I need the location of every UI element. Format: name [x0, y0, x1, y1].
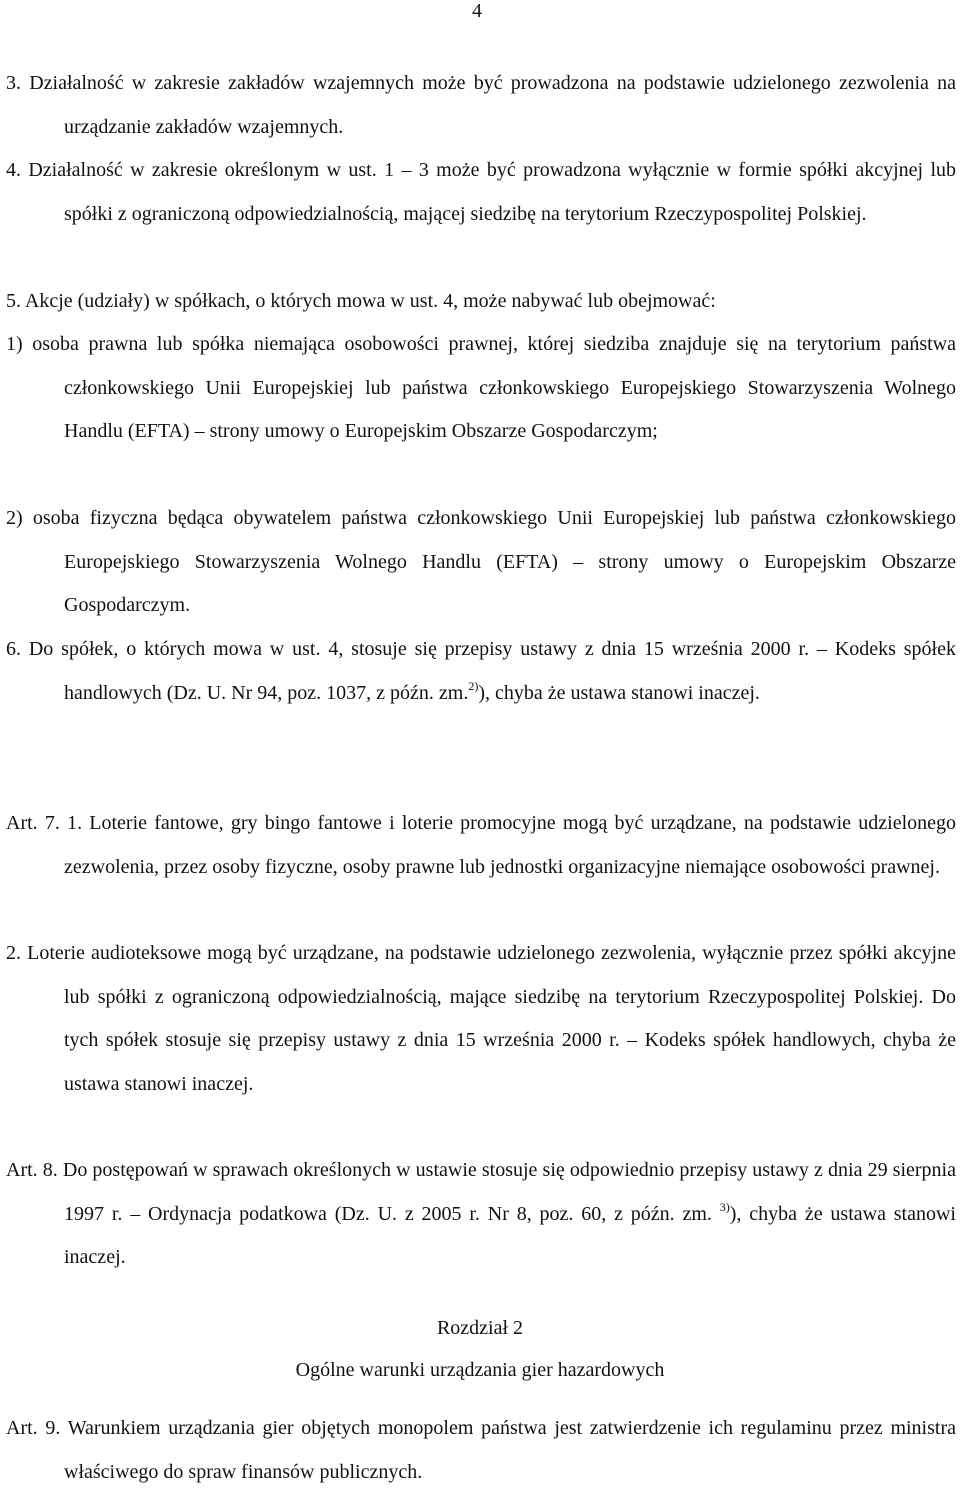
paragraph-5: 5. Akcje (udziały) w spółkach, o których mowa w ust. 4, może nabywać lub obejmować: — [6, 290, 716, 312]
page-number: 4 — [472, 0, 482, 22]
paragraph-5-item-2: 2) osoba fizyczna będąca obywatelem państwa członkowskiego Unii Europejskiej lub państwa członkowskiego Europejskiego Stowarzyszenia Wolnego Handlu (EFTA) – strony umowy o Europejskim Obszarze Gospodarczym. — [6, 507, 956, 616]
chapter-number: Rozdział 2 — [436, 1317, 524, 1339]
paragraph-6 — [6, 628, 956, 715]
article-8-text-end: ), chyba że ustawa stanowi inaczej. — [64, 1202, 956, 1268]
footnote-ref-2: 2) — [468, 678, 479, 693]
paragraph-4: 4. Działalność w zakresie określonym w ust. 1 – 3 może być prowadzona wyłącznie w formie spółki akcyjnej lub spółki z ograniczoną odpowiedzialnością, mającej siedzibę na terytorium Rzeczypospolitej Polskiej. — [6, 159, 956, 225]
article-7-section-1: Art. 7. 1. Loterie fantowe, gry bingo fantowe i loterie promocyjne mogą być urządzane, na podstawie udzielonego zezwolenia, przez osoby fizyczne, osoby prawne lub jednostki organizacyjne niemające osobowości prawnej. — [6, 812, 956, 878]
footnote-ref-3: 3) — [719, 1199, 730, 1214]
paragraph-5-item-1: 1) osoba prawna lub spółka niemająca osobowości prawnej, której siedziba znajduje się na terytorium państwa członkowskiego Unii Europejskiej lub państwa członkowskiego Europejskiego Stowarzyszenia Wolnego Handlu (EFTA) – strony umowy o Europejskim Obszarze Gospodarczym; — [6, 333, 956, 442]
paragraph-6-text-end: ), chyba że ustawa stanowi inaczej. — [478, 681, 760, 704]
article-8-text: Art. 8. Do postępowań w sprawach określonych w ustawie stosuje się odpowiednio przepisy ustawy z dnia 29 sierpnia 1997 r. – Ordynacja podatkowa (Dz. U. z 2005 r. Nr 8, poz. 60, z późn. zm. — [6, 1159, 956, 1225]
article-8 — [6, 1149, 956, 1280]
chapter-title: Ogólne warunki urządzania gier hazardowych — [295, 1359, 665, 1381]
paragraph-3: 3. Działalność w zakresie zakładów wzajemnych może być prowadzona na podstawie udzielonego zezwolenia na urządzanie zakładów wzajemnych. — [6, 72, 956, 138]
paragraph-6-text: 6. Do spółek, o których mowa w ust. 4, stosuje się przepisy ustawy z dnia 15 września 2000 r. – Kodeks spółek handlowych (Dz. U. Nr 94, poz. 1037, z późn. zm. — [6, 638, 956, 704]
article-9: Art. 9. Warunkiem urządzania gier objętych monopolem państwa jest zatwierdzenie ich regulaminu przez ministra właściwego do spraw finansów publicznych. — [6, 1417, 956, 1483]
article-7-section-2: 2. Loterie audioteksowe mogą być urządzane, na podstawie udzielonego zezwolenia, wyłącznie przez spółki akcyjne lub spółki z ograniczoną odpowiedzialnością, mające siedzibę na terytorium Rzeczypospolitej Polskiej. Do tych spółek stosuje się przepisy ustawy z dnia 15 września 2000 r. – Kodeks spółek handlowych, chyba że ustawa stanowi inaczej. — [6, 942, 956, 1095]
